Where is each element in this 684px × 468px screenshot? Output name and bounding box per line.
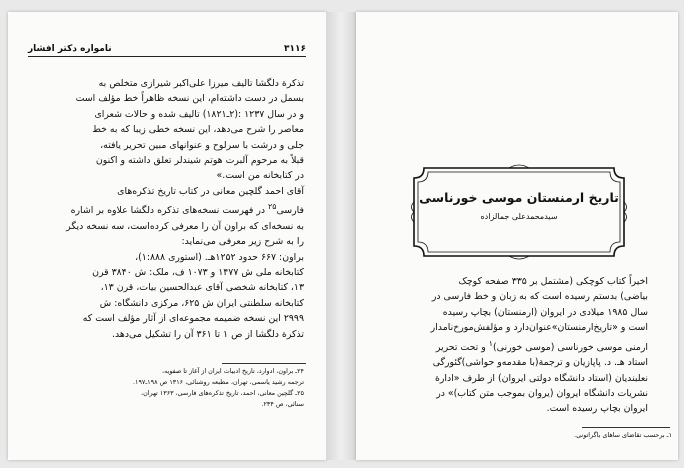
body-line: آقای احمد گلچین معانی در کتاب تاریخ تذکره‌های xyxy=(117,185,304,197)
footnote-line: ۲۵ـ گلچین معانی، احمد، تاریخ تذکره‌های فارسی، ۱۳۶۳ تهران، xyxy=(141,389,304,397)
body-line: را به شرح زیر معرفی می‌نماید: xyxy=(181,236,304,248)
body-line: کتابخانه سلطنتی ایران ش ۶۲۵، مرکزی دانشگاه: ش xyxy=(99,297,304,309)
header-title: نامواره دکتر افشار xyxy=(28,44,112,54)
body-line: سال ۱۹۸۵ میلادی در ایروان (ارمنستان) بچاپ رسیده xyxy=(442,306,648,318)
body-line: در کتابخانه من است.» xyxy=(216,170,304,182)
page-number: ۳۱۱۶ xyxy=(284,44,306,54)
body-line: قبلاً به مرحوم آلبرت هوتم شیندلر تعلق داشته و اکنون xyxy=(95,155,304,167)
left-body-text xyxy=(36,76,304,342)
body-line: بسمل در دست داشته‌ام، این نسخه ظاهراً خط مؤلف است xyxy=(75,93,304,105)
body-line: استاد هـ. د. پاپازیان و ترجمة(با مقدمه‌و حواشی)گئورگی xyxy=(432,357,648,369)
right-page xyxy=(356,12,678,460)
body-line: بیاضی) بدستم رسیده است که به زبان و خط فارسی در xyxy=(431,291,648,303)
body-line: کتابخانه ملی ش ۱۴۷۷ و ۱۰۷۳ ف، ملک: ش ۳۸۴۰ قرن xyxy=(92,267,304,278)
body-line: جلی و درشت با سرلوح و عنوانهای مبین تحریر یافته، xyxy=(100,139,304,151)
running-head xyxy=(28,38,306,57)
body-line: اخیراً کتاب کوچکی (مشتمل بر ۳۳۵ صفحه کوچک xyxy=(458,276,648,287)
body-line: به نسخه‌ای که براون آن را معرفی کرده‌است، سه نسخه دیگر xyxy=(66,220,304,232)
footnote-divider xyxy=(582,427,670,428)
footnote-divider xyxy=(222,363,306,364)
body-line: تذکرة دلگشا از ص ۱ تا ۳۶۱ آن را تشکیل می‌دهد. xyxy=(112,328,304,340)
body-line: ۱۳، کتابخانه شخصی آقای عبدالحسین بیات، قرن ۱۳، xyxy=(100,282,304,294)
body-line: نشریات دانشگاه ایروان (یروان بموجب متن کتاب)» در xyxy=(436,387,648,399)
left-footnotes xyxy=(48,366,304,410)
right-footnotes xyxy=(396,430,672,440)
left-page xyxy=(8,12,326,460)
body-line: نعلبندیان (استاد دانشگاه دولتی ایروان) از طرف «ادارة xyxy=(434,372,648,384)
body-line: است و «تاریخ‌ارمنستان»عنوان‌دارد و مؤلفش‌مورخ‌نامدار xyxy=(430,322,648,334)
footnote-line: سنائی، ص ۲۳۴. xyxy=(261,400,304,408)
footnote-line: ۲۴ـ براون، ادوارد، تاریخ ادبیات ایران از آغاز تا صفویه، xyxy=(162,367,304,375)
body-line: تذکرة دلگشا تالیف میرزا علی‌اکبر شیرازی متخلص به xyxy=(98,78,304,89)
body-line: ایروان بچاپ رسیده است. xyxy=(546,403,648,415)
body-line: براون: ۶۶۷ حدود ۱۲۵۲هـ. (استوری ۱:۸۸۸)، xyxy=(135,251,304,263)
body-line: معاصر را شرح می‌دهد، این نسخه خطی زیبا که به خط xyxy=(92,124,304,136)
footnote-line: ترجمه رشید یاسمی، تهران، مطبعه روشنائی، ۱۳۱۶ ص ۱۹۸ـ۱۹۷. xyxy=(133,378,304,386)
article-title: تاریخ ارمنستان موسی خورناسی xyxy=(419,190,619,205)
body-line: و در سال ۱۲۳۷ :(۲ـ۱۸۲۱) تالیف شده و حالات شعرای xyxy=(94,108,304,120)
body-line: ارمنی موسی خورناسی (موسی خورنی)$^۱$ و تحت تحریر xyxy=(435,338,648,353)
right-body-text xyxy=(396,274,648,417)
article-author: سیدمحمدعلی جمالزاده xyxy=(480,212,558,221)
title-frame xyxy=(408,162,630,262)
body-line: ۲۹۹۹ این نسخه ضمیمه مجموعه‌ای از آثار مؤلف است که xyxy=(82,313,304,325)
footnote-line: ۱ـ برحسب تقاضای ساهای باگراتونی. xyxy=(574,431,672,439)
book-gutter xyxy=(326,12,356,460)
body-line: فارسی$^{۲۵}$ در فهرست نسخه‌های تذکره دلگشا علاوه بر اشاره xyxy=(70,202,304,217)
